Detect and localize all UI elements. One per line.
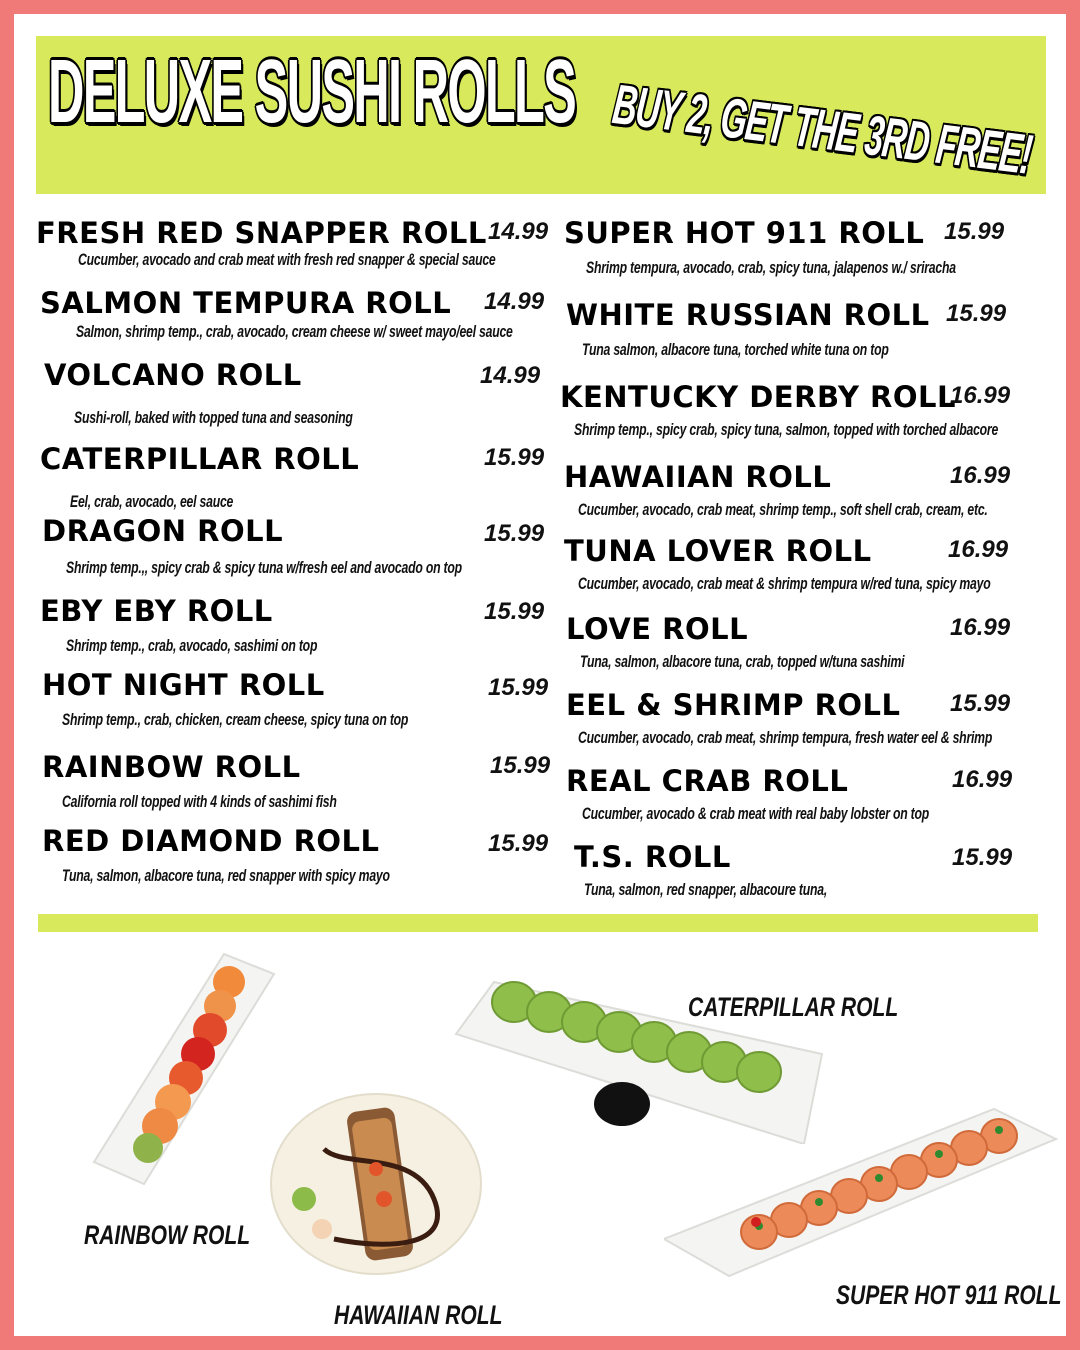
item-price: 14.99	[488, 218, 549, 245]
item-description: Sushi-roll, baked with topped tuna and seasoning	[74, 408, 353, 427]
item-name: EBY EBY ROLL	[40, 594, 273, 628]
item-description: Shrimp temp., crab, avocado, sashimi on top	[66, 636, 318, 655]
item-description: Shrimp temp., spicy crab, spicy tuna, salmon, topped with torched albacore	[574, 420, 999, 439]
item-name: EEL & SHRIMP ROLL	[566, 688, 901, 722]
item-name: WHITE RUSSIAN ROLL	[566, 298, 930, 332]
promo-text: BUY 2, GET THE 3RD FREE!	[609, 72, 1035, 186]
rainbow-roll-photo	[74, 944, 284, 1194]
item-name: SALMON TEMPURA ROLL	[40, 286, 452, 320]
item-name: HOT NIGHT ROLL	[42, 668, 325, 702]
item-price: 15.99	[944, 218, 1005, 245]
item-price: 16.99	[950, 382, 1011, 409]
item-name: TUNA LOVER ROLL	[564, 534, 872, 568]
item-description: Salmon, shrimp temp., crab, avocado, cream cheese w/ sweet mayo/eel sauce	[76, 322, 513, 341]
item-price: 15.99	[490, 752, 551, 779]
item-description: Cucumber, avocado and crab meat with fresh red snapper & special sauce	[78, 250, 496, 269]
item-price: 15.99	[484, 520, 545, 547]
item-price: 15.99	[952, 844, 1013, 871]
super-hot-911-roll-photo	[664, 1104, 1059, 1279]
item-price: 15.99	[950, 690, 1011, 717]
item-description: Tuna salmon, albacore tuna, torched white tuna on top	[582, 340, 889, 359]
item-name: LOVE ROLL	[566, 612, 749, 646]
item-description: Tuna, salmon, red snapper, albacoure tuna,	[584, 880, 828, 899]
item-description: Tuna, salmon, albacore tuna, crab, topped w/tuna sashimi	[580, 652, 905, 671]
item-description: Eel, crab, avocado, eel sauce	[70, 492, 234, 511]
item-name: DRAGON ROLL	[42, 514, 284, 548]
item-description: Cucumber, avocado & crab meat with real baby lobster on top	[582, 804, 930, 823]
item-description: Tuna, salmon, albacore tuna, red snapper with spicy mayo	[62, 866, 390, 885]
rainbow-roll-label: RAINBOW ROLL	[84, 1220, 251, 1250]
item-price: 16.99	[950, 462, 1011, 489]
item-description: Shrimp temp., crab, chicken, cream cheese, spicy tuna on top	[62, 710, 409, 729]
item-name: FRESH RED SNAPPER ROLL	[36, 216, 487, 250]
item-name: T.S. ROLL	[574, 840, 731, 874]
item-price: 16.99	[950, 614, 1011, 641]
item-name: CATERPILLAR ROLL	[40, 442, 360, 476]
item-name: SUPER HOT 911 ROLL	[564, 216, 925, 250]
item-price: 16.99	[948, 536, 1009, 563]
item-description: California roll topped with 4 kinds of sashimi fish	[62, 792, 337, 811]
item-price: 15.99	[488, 830, 549, 857]
item-price: 16.99	[952, 766, 1013, 793]
item-description: Shrimp temp.,, spicy crab & spicy tuna w/fresh eel and avocado on top	[66, 558, 462, 577]
page-title: DELUXE SUSHI ROLLS	[48, 42, 576, 142]
super-hot-911-roll-label: SUPER HOT 911 ROLL	[836, 1280, 1062, 1310]
hawaiian-roll-photo	[264, 1089, 484, 1279]
hawaiian-roll-label: HAWAIIAN ROLL	[334, 1300, 503, 1330]
item-description: Cucumber, avocado, crab meat & shrimp tempura w/red tuna, spicy mayo	[578, 574, 991, 593]
item-name: RED DIAMOND ROLL	[42, 824, 380, 858]
item-name: HAWAIIAN ROLL	[564, 460, 832, 494]
section-divider	[38, 914, 1038, 932]
item-price: 14.99	[484, 288, 545, 315]
item-name: REAL CRAB ROLL	[566, 764, 849, 798]
item-name: RAINBOW ROLL	[42, 750, 301, 784]
caterpillar-roll-label: CATERPILLAR ROLL	[688, 992, 899, 1022]
item-price: 15.99	[484, 598, 545, 625]
item-price: 14.99	[480, 362, 541, 389]
item-description: Shrimp tempura, avocado, crab, spicy tuna, jalapenos w./ sriracha	[586, 258, 956, 277]
item-name: KENTUCKY DERBY ROLL	[560, 380, 957, 414]
item-price: 15.99	[488, 674, 549, 701]
item-price: 15.99	[484, 444, 545, 471]
item-name: VOLCANO ROLL	[44, 358, 302, 392]
item-description: Cucumber, avocado, crab meat, shrimp tempura, fresh water eel & shrimp	[578, 728, 993, 747]
item-price: 15.99	[946, 300, 1007, 327]
item-description: Cucumber, avocado, crab meat, shrimp temp., soft shell crab, cream, etc.	[578, 500, 988, 519]
